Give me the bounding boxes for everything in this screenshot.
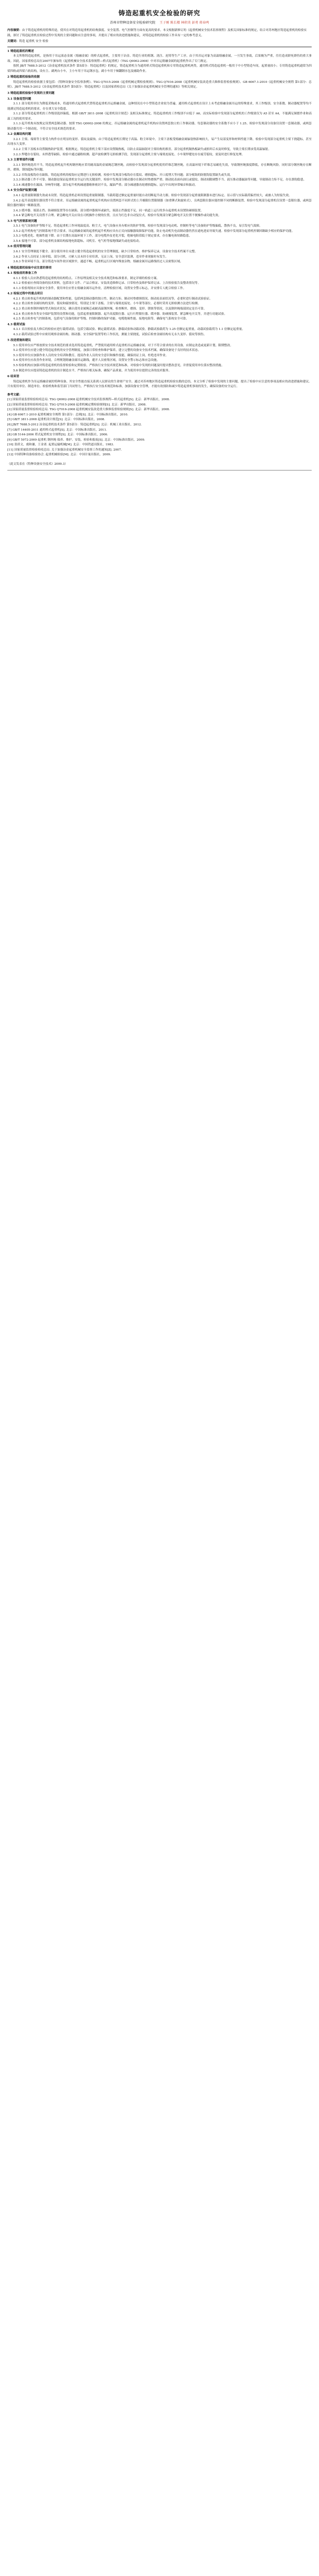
body-paragraph: 3.2.1 主梁、端梁等主要受力构件存在明显的变形、裂纹及腐蚀。由于铸造起重机长期处于高温、粉尘环境中，主梁下盖板受熔融金属辐射热影响较大，易产生局部变形和材料性能下降。检验中发现部分起重机主梁下挠超标，甚至出现永久变形。	[7, 137, 312, 146]
references-list	[7, 398, 312, 458]
footer-divider	[7, 470, 312, 471]
body-paragraph: 3.1.3 起升机构未按规定设置两套制动器。按照 TSG Q0002-2008 的规定，吊运熔融金属的起重机起升机构应设置两套独立的工作制动器，每套制动器的安全系数不应小于 1.25。检验中发现部分设备仅设置一套制动器，或两套制动器共用一个制动轮，不符合安全技术规范的要求。	[7, 122, 312, 131]
body-paragraph: 5.5 检验机构应加强对铸造起重机的监督检验和定期检验，严格执行安全技术规范和标准，对检验中发现的问题及时提出整改意见，并督促使用单位落实整改措施。	[13, 364, 225, 367]
reference-item: [12] 中国特种设备检验协会. 起重机械检验[M]. 北京：中国计量出版社，2009.	[7, 453, 111, 457]
abstract-label: 内容摘要：	[7, 29, 22, 32]
body-paragraph: 3.1.2 部分铸造起重机的工作级别选择偏低。根据 GB/T 3811-2008《起重机设计规范》及相关标准规定，铸造起重机的工作级别不应低于 A6，而实际检验中发现部分起重机的工作级别仅为 A5 甚至 A4，不能满足频繁作业和高温工况的使用要求。	[7, 112, 312, 121]
body-paragraph: 本文所称铸造起重机，是指用于吊运液态金属（熔融金属）的桥式起重机，主要用于冶金、铸造行业的炼钢、浇注、连铸等生产工序。由于其吊运对象为高温熔融金属，一旦发生事故，后果极为严重，往往造成群死群伤的重大事故。因此，国家质检总局在2007年颁布的《起重机械安全技术监察规程—桥式起重机》（TSG Q0002-2008）中对吊运熔融金属的起重机作出了专门规定。	[7, 55, 312, 63]
body-paragraph: 4.1.3 检验现场应具备安全条件，使用单位应停止熔融金属吊运作业，清理检验区域，设置安全警示标志，并安排专人配合检验工作。	[13, 286, 186, 290]
body-paragraph: 3.2.2 主梁下盖板未设置隔热防护装置。根据规定，铸造起重机主梁下部应设置隔热板，以防止高温辐射对主梁结构的损害。部分起重机隔热板缺失或损坏后未及时修复，导致主梁长期承受高温辐射。	[13, 148, 271, 152]
reference-item: [3] 国家质量监督检验检疫总局. TSG Q7016-2008 起重机械安装改造重大维修监督检验规则[S]. 北京：新华出版社，2008.	[7, 408, 170, 412]
body-paragraph: 4.1.2 检验前应查阅设备的技术资料，包括设计文件、产品合格证、安装改造维修记录、日常检查及维护保养记录、上次检验报告及整改情况等。	[13, 282, 201, 285]
subsection-heading: 3.5 电气控制系统问题	[7, 219, 37, 223]
body-paragraph: 3.4.1 起重量限制器失效或未设置。铸造起重机必须设置起重量限制器，当载荷超过额定起重量时能自动切断起升动力源。检验中发现部分起重量限制器未进行标定、显示值与实际载荷偏差较大，或被人为短接失效。	[13, 194, 292, 197]
subsection-heading: 3.2 金属结构问题	[7, 133, 31, 136]
subsection-heading: 3.1 设备选型问题	[7, 97, 31, 101]
body-paragraph: 铸造起重机的检验依据主要包括：《特种设备安全监察条例》、TSG Q7015-2008《起重机械定期检验规则》、TSG Q7016-2008《起重机械安装改造重大维修监督检验规则》、GB 6067.1-2010《起重机械安全规程 第1部分：总则》、JB/T 7688.5-2012《冶金起重机技术条件 第5部分：铸造起重机》以及国家质检总局《关于加强冶金起重机械安全管理的通知》等相关规定。	[7, 80, 312, 89]
subsection-heading: 3.3 主要零部件问题	[7, 158, 34, 162]
abstract-text: 由于铸造起重机的特殊用途，使其在对铸造用起重机的结构强度、安全装置、电气控制等方面有更高的要求。本文根据新修订的《起重机械安全技术监察规程》及相关国家标准的规定，结合对苏州地区铸造起重机的检验实践，探讨了铸造起重机在检验过程中发现的主要问题和应注意的事项，并提出了相应的改进措施和建议，对铸造起重机的检验工作具有一定的参考意义。	[7, 29, 307, 37]
body-paragraph: 3.5.3 电缆老化、绝缘性能下降。由于长期在高温环境下工作，部分电缆外皮老化开裂，绝缘电阻值低于规定要求，存在触电和短路隐患。	[13, 234, 192, 238]
body-paragraph: 3.5.4 接地不可靠。部分起重机金属结构接地电阻超标，司机室、电气柜等接地线缺失或连接松动。	[13, 239, 142, 243]
body-paragraph: 3.3.3 制动器工作不可靠。制动器是保证起重机安全运行的关键部件，检验中发现部分制动器存在制动衬垫磨损严重、制动轮表面有油污或裂纹、制动间隙调整不当、液压推动器漏油等问题，导致制动力矩不足，存在溜钩隐患。	[13, 178, 306, 182]
body-paragraph: 3.2.3 焊缝存在裂纹、未焊透等缺陷。检验中通过磁粉检测、超声波检测等无损检测手段，发现部分起重机主梁与端梁连接处、小车架焊缝处存在疲劳裂纹，需及时进行修复处理。	[13, 153, 245, 156]
keywords-label: 关键词：	[7, 40, 19, 44]
body-paragraph: 3.3.2 吊钩及板钩存在缺陷。铸造起重机的板钩应定期进行无损检测，检验中发现部分板钩存在裂纹、磨损超标、开口度增大等问题；部分板钩的防脱钩装置缺失或失效。	[13, 173, 233, 177]
body-paragraph: 铸造起重机作为吊运熔融金属的特种设备，其安全性能直接关系到人民群众的生命财产安全。通过对苏州地区铸造起重机检验实践的总结，本文分析了检验中发现的主要问题，提出了检验中应注意的事项及相应的改进措施和建议。只有使用单位、制造单位、检验机构和监管部门共同努力，严格执行安全技术规范和标准，加强设备安全管理，才能有效预防和减少铸造起重机事故的发生，确保设备的安全运行。	[7, 380, 312, 389]
body-paragraph: 4.2.5 重点检查电气控制系统，包括电气设备的防护等级、控制回路的保护功能、电缆绝缘性能、接地电阻等，确保电气系统安全可靠。	[13, 317, 189, 321]
body-paragraph: 5.1 使用单位应严格按照安全技术规范的要求选用铸造起重机，严禁使用通用桥式起重机吊运熔融金属。对于不符合要求的在用设备，应制定改造或更新计划，限期整改。	[13, 344, 233, 347]
section-heading: 6 结束语	[7, 375, 19, 379]
reference-item: [6] JB/T 7688.5-2012 冶金起重机技术条件 第5部分：铸造起重机[S]. 北京：机械工业出版社，2012.	[7, 423, 142, 427]
body-paragraph: 3.6.1 安全管理制度不健全。部分使用单位未建立健全铸造起重机的安全管理制度，缺少日常检查、维护保养记录，设备安全技术档案不完整。	[13, 250, 198, 253]
paper-page	[0, 0, 319, 478]
reference-item: [8] GB 5144-2006 塔式起重机安全规程[S]. 北京：中国标准出版社，2006.	[7, 433, 108, 437]
subsection-heading: 4.1 检验前的准备工作	[7, 272, 37, 275]
body-paragraph: 4.3.2 载荷试验过程中应密切观察金属结构、制动器、安全保护装置等的工作状况，测量主梁挠度，试验后检查金属结构有无永久变形、裂纹等损伤。	[13, 333, 207, 336]
abstract	[7, 28, 312, 38]
reference-item: [9] GB/T 5972-2009 起重机 钢丝绳 保养、维护、安装、检验和报废[S]. 北京：中国标准出版社，2009.	[7, 438, 145, 442]
keywords	[7, 39, 312, 45]
body-paragraph: 4.2.3 重点检查钢丝绳的型式和技术状况，确认使用金属绳芯或耐高温钢丝绳，检查断丝、磨损、变形、锈蚀等情况，以及钢丝绳端部固定是否可靠。	[13, 307, 207, 311]
subsection-heading: 4.2 检验过程中的重点项目	[7, 292, 43, 296]
body-paragraph: 3.6.2 作业人员持证上岗率低。部分司机、司索人员未经专业培训，无证上岗，安全意识淡薄，违章作业现象时有发生。	[13, 255, 168, 259]
reference-item: [2] 国家质量监督检验检疫总局. TSG Q7015-2008 起重机械定期检验规则[S]. 北京：新华出版社，2008.	[7, 403, 146, 407]
paper-title: 铸造起重机安全检验的研究	[118, 9, 200, 17]
body-paragraph: 4.2.2 重点检查金属结构的变形、裂纹和腐蚀情况，特别是主梁下盖板、主梁与端梁连接处、小车架等部位，必要时采用无损检测方法进行检测。	[13, 302, 201, 306]
section-heading: 1 铸造起重机的概述	[7, 49, 34, 53]
keywords-text: 铸造 起重机 安全 检验	[19, 40, 49, 44]
body-paragraph: 3.4.4 紧急断电开关设置不合理。紧急断电开关应设在司机操作方便的位置，且应为红色非自动复位式。检验中发现部分紧急断电开关位置不便操作或功能失效。	[13, 214, 221, 218]
body-paragraph: 5.2 使用单位应建立健全铸造起重机的安全管理制度，加强日常检查和维护保养，建立完整的设备安全技术档案，确保设备处于良好的技术状态。	[13, 349, 201, 352]
body-paragraph: 3.1.1 部分使用单位为降低采购成本，将通用桥式起重机代替铸造起重机吊运熔融金属，这种情况在中小型铸造企业较为普遍。通用桥式起重机在设计上未考虑熔融金属吊运的特殊要求，其工作级别、安全系数、制动器配置等均不能满足铸造起重机的要求，存在重大安全隐患。	[7, 102, 312, 111]
body-paragraph: 3.3.1 钢丝绳选用不当。铸造起重机起升机构钢丝绳应采用耐高温的金属绳芯钢丝绳，而检验中发现部分起重机使用纤维芯钢丝绳，在高温环境下纤维芯易碳化失效，导致钢丝绳强度降低，存在断绳风险。同时部分钢丝绳存在断丝、磨损、锈蚀超标等问题。	[7, 163, 312, 172]
author-names: 王子刚 陈长楼 林积炎 彭勇 蒋春鸣	[160, 21, 209, 25]
section-heading: 2 铸造起重机检验的依据	[7, 76, 40, 79]
subsection-heading: 3.4 安全保护装置问题	[7, 189, 37, 193]
body-paragraph: 4.3.1 首次检验及大修后的检验应进行载荷试验，包括空载试验、额定载荷试验、静载试验和动载试验。静载试验载荷为 1.25 倍额定起重量，动载试验载荷为 1.1 倍额定起重量。	[13, 328, 245, 332]
paper-body	[7, 49, 312, 390]
body-paragraph: 4.2.1 重点检查起升机构的制动器配置和性能，包括两套制动器的独立性、制动力矩、制动衬垫磨损情况、制动轮表面状况等，必要时进行制动试验验证。	[13, 297, 212, 301]
body-paragraph: 4.1.1 检验人员应熟悉铸造起重机的结构特点、工作原理及相关安全技术规范和标准要求，制定详细的检验方案。	[13, 276, 160, 280]
body-paragraph: 3.4.3 缓冲器、端部止挡、防碰撞装置等存在缺陷。部分缓冲器损坏或缺失，端部止挡强度不足，同一轨道上运行的多台起重机未设置防碰撞装置。	[13, 209, 204, 212]
subsection-heading: 4.3 载荷试验	[7, 323, 26, 326]
reference-item: [11] 国家质量监督检验检疫总局. 关于加强冶金起重机械安全监察工作的通知[Z]. 2007.	[7, 448, 122, 452]
reference-item: [1] 国家质量监督检验检疫总局. TSG Q0002-2008 起重机械安全技术监察规程—桥式起重机[S]. 北京：新华出版社，2008.	[7, 398, 170, 402]
section-heading: 5 改进措施和建议	[7, 339, 31, 343]
body-paragraph: 5.4 使用单位应改善作业环境，合理规划熔融金属吊运路线，避开人员密集区域，设置安全警示标志和应急设施。	[13, 359, 160, 362]
references-label: 参考文献：	[7, 393, 22, 397]
publication-note: （此文发表在《特种设备安全技术》2009.3）	[7, 462, 68, 466]
reference-item: [7] GB/T 14405-2011 通用桥式起重机[S]. 北京：中国标准出版社，2011.	[7, 428, 107, 432]
reference-item: [4] GB 6067.1-2010 起重机械安全规程 第1部分：总则[S]. 北京：中国标准出版社，2010.	[7, 413, 129, 416]
affiliation: 苏州市特种设备安全检验研究院	[110, 21, 156, 25]
body-paragraph: 3.6.3 作业环境不良。部分铸造车间作业区域狭窄，通道不畅，起重机运行区域内堆放杂物，熔融金属吊运路线经过人员密集区域。	[13, 260, 183, 264]
body-paragraph: 3.5.1 电气设备防护等级不足。铸造起重机工作环境温度高、粉尘大，电气设备应具有相应的防护等级。检验中发现部分电动机、控制柜等电气设备防护等级偏低，散热不良，易引发电气故障。	[13, 225, 262, 228]
reference-item: [10] 张质文，虞和谦，王金诺. 起重运输机械[M]. 北京：中国铁道出版社，1983.	[7, 443, 114, 447]
body-paragraph: 3.4.2 起升高度限位器设置不符合要求。吊运熔融金属的起重机起升机构应设置两套不同形式的上升极限位置限制器（如重锤式和旋转式），且两套限位器应能控制不同的断路装置。检验中发现部分起重机仅设置一套限位器，或两套限位器控制同一断路装置。	[7, 199, 312, 208]
body-paragraph: 按照 JB/T 7688.5-2012《冶金起重机技术条件 第5部分：铸造起重机》的规定，铸造起重机分为通用桥式铸造起重机和专用铸造起重机两类。通用桥式铸造起重机一般用于中小型铸造车间，起重量较小；专用铸造起重机通常为四梁四轨或四梁六轨结构，设有主、副两台小车，主小车用于吊运钢水包，副小车用于倾翻钢水包及辅助作业。	[7, 65, 312, 73]
section-heading: 4 铸造起重机检验中应注意的事项	[7, 266, 52, 270]
body-paragraph: 5.3 使用单位应加强作业人员的安全培训和教育，提高作业人员的安全意识和操作技能，确保持证上岗，杜绝违章作业。	[13, 354, 168, 357]
body-paragraph: 4.2.4 重点检查各类安全保护装置的设置和功能，包括起重量限制器、起升高度限位器、运行行程限位器、缓冲器、防碰撞装置、紧急断电开关等，并进行功能试验。	[13, 312, 227, 316]
section-heading: 3 铸造起重机检验中发现的主要问题	[7, 92, 55, 95]
reference-item: [5] GB/T 3811-2008 起重机设计规范[S]. 北京：中国标准出版社，2008.	[7, 418, 105, 422]
author-line	[7, 20, 312, 26]
body-paragraph: 3.5.2 起升机构电气控制系统不符合要求。吊运熔融金属的起重机起升机构应具有正反向接触器故障保护功能，防止电动机失电而制动器仍然在通电进而导致失速。检验中发现部分起重机控制回路缺少相应的保护功能。	[13, 229, 295, 233]
body-paragraph: 5.6 制造单位应提高铸造起重机的设计制造水平，严格执行相关标准，确保产品质量，并为使用单位提供完善的技术服务。	[13, 369, 172, 372]
body-paragraph: 3.3.4 减速器存在漏油、异响等问题。部分起升机构减速器箱体密封不良，漏油严重；部分减速器齿轮磨损超标，运行中出现异常噪音和振动。	[13, 183, 198, 187]
subsection-heading: 3.6 使用管理问题	[7, 245, 31, 249]
